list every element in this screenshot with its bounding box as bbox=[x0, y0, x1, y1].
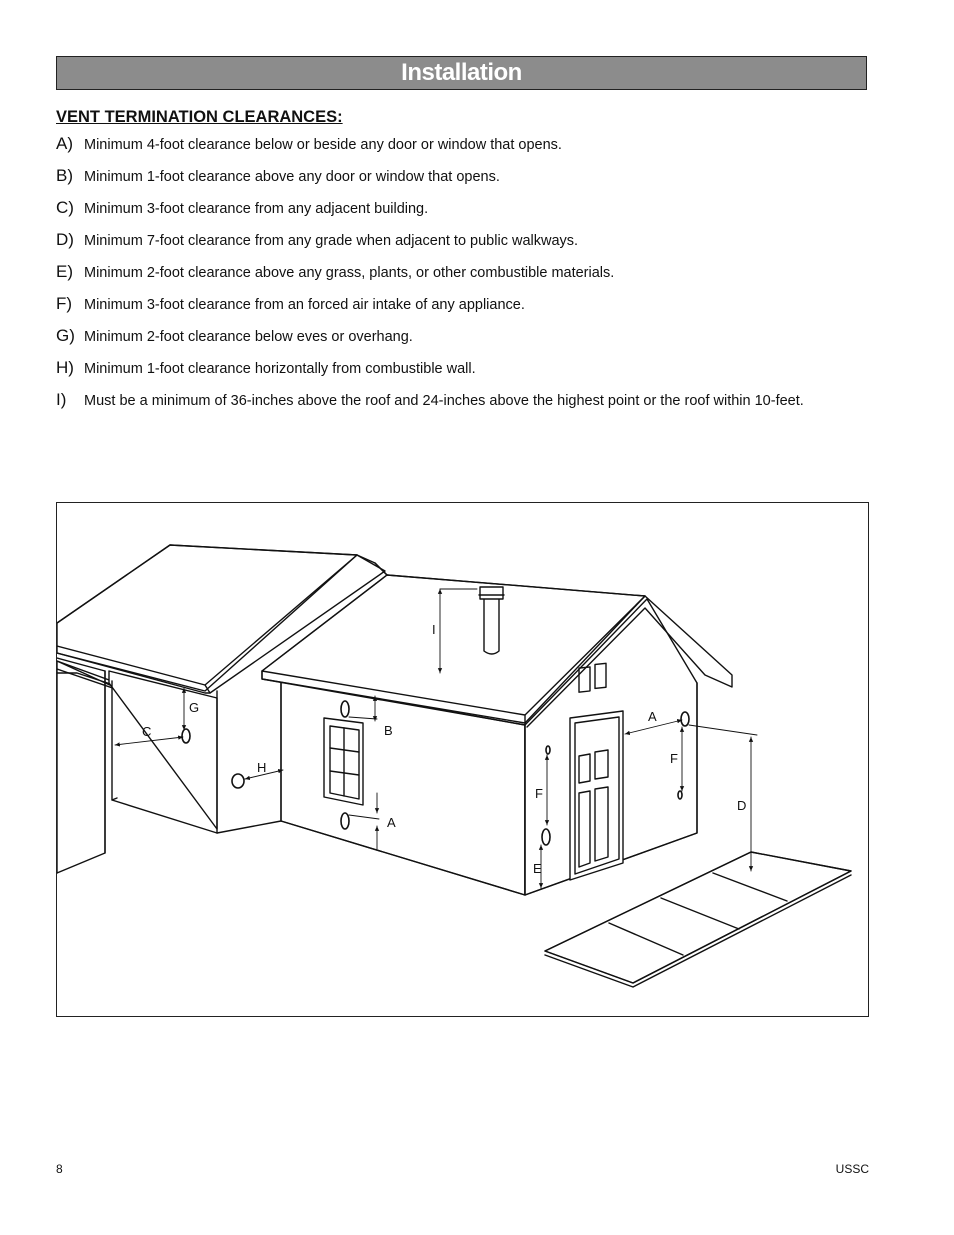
house-illustration bbox=[57, 503, 867, 1015]
label-b: B bbox=[384, 723, 393, 738]
page-title: Installation bbox=[401, 59, 522, 86]
clearance-letter: A) bbox=[56, 134, 73, 153]
clearance-item-g bbox=[56, 326, 916, 358]
clearance-letter: B) bbox=[56, 166, 73, 185]
clearance-letter: I) bbox=[56, 390, 67, 409]
clearance-text: Minimum 3-foot clearance from any adjacent building. bbox=[84, 201, 429, 217]
section-header-bar bbox=[56, 56, 867, 90]
label-a-right: A bbox=[648, 709, 657, 724]
label-f-right: F bbox=[670, 751, 678, 766]
clearance-letter: F) bbox=[56, 294, 73, 313]
clearance-item-h bbox=[56, 358, 916, 390]
clearance-text: Minimum 2-foot clearance above any grass, plants, or other combustible materials. bbox=[84, 265, 615, 281]
clearance-item-e bbox=[56, 262, 916, 294]
page-number: 8 bbox=[56, 1162, 63, 1176]
clearance-item-c bbox=[56, 198, 916, 230]
label-g: G bbox=[189, 700, 200, 715]
clearance-text: Minimum 3-foot clearance from an forced air intake of any appliance. bbox=[84, 297, 525, 313]
clearance-item-i bbox=[56, 390, 916, 422]
clearance-text: Minimum 7-foot clearance from any grade when adjacent to public walkways. bbox=[84, 233, 579, 249]
clearance-letter: E) bbox=[56, 262, 73, 281]
label-h: H bbox=[257, 760, 267, 775]
clearance-text: Minimum 2-foot clearance below eves or overhang. bbox=[84, 329, 413, 345]
clearance-text: Minimum 1-foot clearance above any door or window that opens. bbox=[84, 169, 500, 185]
vent-clearance-diagram bbox=[56, 502, 869, 1017]
label-d: D bbox=[737, 798, 747, 813]
label-f-left: F bbox=[535, 786, 543, 801]
section-heading: VENT TERMINATION CLEARANCES: bbox=[56, 108, 343, 126]
window bbox=[324, 718, 363, 805]
label-c: C bbox=[142, 724, 152, 739]
clearance-item-a bbox=[56, 134, 916, 166]
label-i: I bbox=[432, 622, 436, 637]
clearance-item-b bbox=[56, 166, 916, 198]
label-a-left: A bbox=[387, 815, 396, 830]
brand-name: USSC bbox=[835, 1162, 869, 1176]
clearance-letter: D) bbox=[56, 230, 74, 249]
clearance-text: Minimum 1-foot clearance horizontally from combustible wall. bbox=[84, 361, 476, 377]
clearance-letter: H) bbox=[56, 358, 74, 377]
clearance-letter: C) bbox=[56, 198, 74, 217]
clearance-list bbox=[56, 134, 916, 422]
clearance-letter: G) bbox=[56, 326, 75, 345]
clearance-item-d bbox=[56, 230, 916, 262]
label-e: E bbox=[533, 861, 542, 876]
clearance-text: Must be a minimum of 36-inches above the roof and 24-inches above the highest point or the roof within 10-feet. bbox=[84, 393, 804, 409]
clearance-item-f bbox=[56, 294, 916, 326]
clearance-text: Minimum 4-foot clearance below or beside any door or window that opens. bbox=[84, 137, 562, 153]
